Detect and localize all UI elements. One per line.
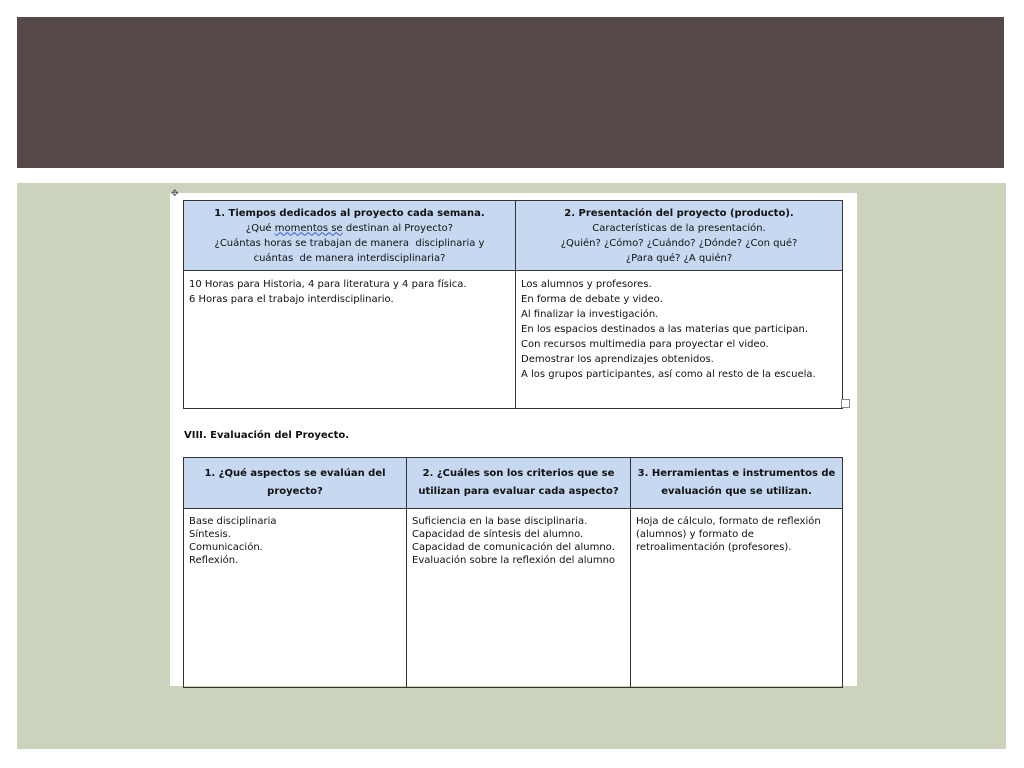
list-item: Evaluación sobre la reflexión del alumno (412, 555, 616, 566)
list-item: Comunicación. (189, 542, 263, 553)
table-row (184, 271, 843, 409)
list-item: Al finalizar la investigación. (521, 309, 659, 320)
presentation-header-line-2: ¿Quién? ¿Cómo? ¿Cuándo? ¿Dónde? ¿Con qué? (560, 237, 798, 249)
time-header-question-3: cuántas de manera interdisciplinaria? (253, 252, 446, 264)
presentation-header-cell (516, 201, 843, 271)
list-item: Demostrar los aprendizajes obtenidos. (521, 354, 714, 365)
table-row (184, 509, 843, 688)
list-item: A los grupos participantes, así como al resto de la escuela. (521, 369, 816, 380)
time-header-question-2: ¿Cuántas horas se trabajan de manera disciplinaria y (214, 237, 485, 249)
list-item: Síntesis. (189, 529, 231, 540)
presentation-header-line-1: Características de la presentación. (592, 222, 766, 234)
criteria-header-cell: 2. ¿Cuáles son los criterios que se utilizan para evaluar cada aspecto? (407, 458, 631, 509)
list-item: Suficiencia en la base disciplinaria. (412, 516, 588, 527)
table-resize-handle[interactable] (841, 399, 850, 408)
evaluation-table (183, 457, 843, 688)
time-body-cell (184, 271, 516, 409)
time-header-question-1: ¿Qué momentos se destinan al Proyecto? (245, 222, 454, 234)
list-item: Capacidad de comunicación del alumno. (412, 542, 615, 553)
tools-header-cell: 3. Herramientas e instrumentos de evaluación que se utilizan. (631, 458, 843, 509)
list-item: Base disciplinaria (189, 516, 277, 527)
presentation-header-line-3: ¿Para qué? ¿A quién? (625, 252, 733, 264)
list-item: Con recursos multimedia para proyectar el video. (521, 339, 769, 350)
project-time-table (183, 200, 843, 409)
list-item: 10 Horas para Historia, 4 para literatura y 4 para física. (189, 279, 467, 290)
list-item: Reflexión. (189, 555, 239, 566)
list-item: Capacidad de síntesis del alumno. (412, 529, 584, 540)
document-image (170, 189, 857, 686)
table-header-row (184, 458, 843, 509)
spellcheck-underline: momentos se (274, 222, 343, 234)
list-item: En forma de debate y video. (521, 294, 663, 305)
list-item: En los espacios destinados a las materias que participan. (521, 324, 808, 335)
table-header-row (184, 201, 843, 271)
time-header-cell (184, 201, 516, 271)
presentation-header-title: 2. Presentación del proyecto (producto). (564, 207, 794, 219)
tools-body-cell (631, 509, 843, 688)
list-item: 6 Horas para el trabajo interdisciplinario. (189, 294, 394, 305)
list-item: Hoja de cálculo, formato de reflexión (alumnos) y formato de retroalimentación (profesores). (636, 516, 824, 553)
aspects-body-cell (184, 509, 407, 688)
aspects-header-cell: 1. ¿Qué aspectos se evalúan del proyecto? (184, 458, 407, 509)
time-header-title: 1. Tiempos dedicados al proyecto cada semana. (214, 207, 485, 219)
section-title: VIII. Evaluación del Proyecto. (184, 430, 350, 441)
criteria-body-cell (407, 509, 631, 688)
list-item: Los alumnos y profesores. (521, 279, 652, 290)
title-banner (17, 17, 1004, 168)
presentation-body-cell (516, 271, 843, 409)
table-move-handle-icon[interactable]: ✥ (171, 189, 179, 199)
